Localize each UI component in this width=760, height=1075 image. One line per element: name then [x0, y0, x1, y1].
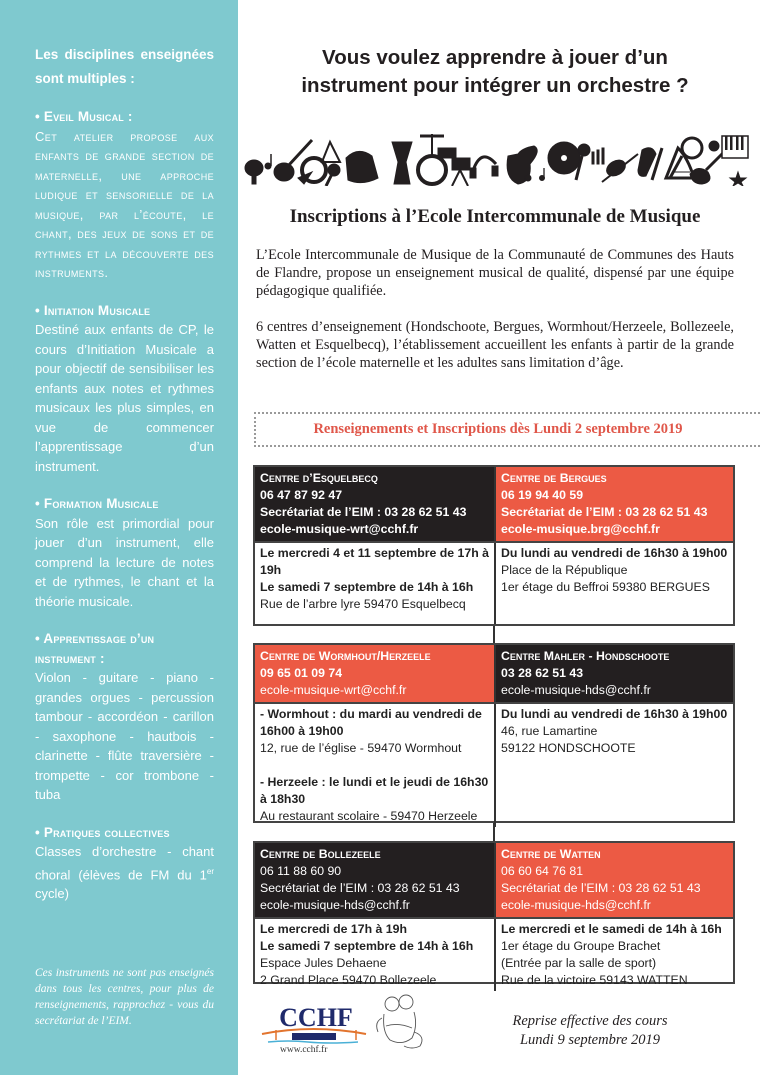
- center-phone: 06 19 94 40 59: [501, 488, 584, 502]
- discipline-heading: • Initiation Musicale: [35, 302, 151, 318]
- discipline-heading: • Eveil Musical :: [35, 109, 133, 124]
- section-title: Inscriptions à l’Ecole Intercommunale de Musique: [289, 206, 701, 227]
- centers-row-3: [253, 841, 735, 987]
- centers-header-row: [255, 645, 733, 702]
- center-address: Rue de la victoire 59143 WATTEN: [501, 973, 688, 987]
- discipline-formation-musicale: [35, 494, 214, 611]
- center-name: Centre de Watten: [501, 847, 601, 861]
- sidebar-title: Les disciplines enseignées sont multiples :: [35, 47, 214, 86]
- centers-body-row: [255, 702, 733, 827]
- center-schedule: Le mercredi 4 et 11 septembre de 17h à 19h: [260, 546, 489, 577]
- discipline-description: Violon - guitare - piano - grandes orgues - percussion tambour - accordéon - carillon - saxophone - hautbois - clarinette - flûte traversière - trompette - cor trombone - tuba: [35, 670, 214, 802]
- center-secretariat: Secrétariat de l’EIM : 03 28 62 51 43: [501, 881, 701, 895]
- center-email[interactable]: ecole-musique-hds@cchf.fr: [260, 898, 410, 912]
- center-address: Au restaurant scolaire - 59470 Herzeele: [260, 809, 478, 823]
- discipline-eveil-musical: [35, 107, 214, 283]
- discipline-pratiques-collectives: [35, 823, 214, 904]
- discipline-description: Cet atelier propose aux enfants de grande section de maternelle, une approche ludique et sensorielle de la musique, par l’écoute, le chant, des jeux de sons et de rythmes et la découverte des instruments.: [35, 128, 214, 280]
- sidebar-note: Ces instruments ne sont pas enseignés dans tous les centres, pour plus de renseignements, rapprochez - vous du secrétariat de l’EIM.: [35, 967, 214, 1027]
- centers-header-row: [255, 843, 733, 917]
- center-address: 1er étage du Beffroi 59380 BERGUES: [501, 580, 710, 594]
- spacer: [260, 757, 490, 774]
- center-phone: 09 65 01 09 74: [260, 666, 343, 680]
- center-name: Centre de Bergues: [501, 471, 607, 485]
- logo-text: CCHF: [279, 1003, 353, 1032]
- superscript: er: [206, 866, 214, 876]
- center-secretariat: Secrétariat de l’EIM : 03 28 62 51 43: [260, 505, 467, 519]
- intro-paragraph: L’Ecole Intercommunale de Musique de la Communauté de Communes des Hauts de Flandre, propose un enseignement musical de qualité, dispensé par une équipe pédagogique qualifiée.: [256, 247, 734, 299]
- center-email[interactable]: ecole-musique-wrt@cchf.fr: [260, 522, 419, 536]
- center-phone: 06 47 87 92 47: [260, 488, 343, 502]
- children-drawing-icon: [372, 992, 428, 1052]
- discipline-description: Destiné aux enfants de CP, le cours d’Initiation Musicale a pour objectif de sensibiliser les enfants aux notes et rythmes musicaux les plus simples, en vue de commencer l’apprentissage d’un instrument.: [35, 322, 214, 474]
- discipline-heading: • Pratiques collectives: [35, 824, 170, 840]
- logo-url[interactable]: www.cchf.fr: [280, 1045, 328, 1055]
- centres-paragraph: 6 centres d’enseignement (Hondschoote, Bergues, Wormhout/Herzeele, Bollezeele, Watten et Esquelbecq), l’établissement accueillent les enfants à partir de la grande section de l’école maternelle et les adultes sans limitation d’âge.: [256, 319, 734, 371]
- discipline-apprentissage-instrument: [35, 629, 214, 805]
- center-schedule: Du lundi au vendredi de 16h30 à 19h00: [501, 707, 728, 721]
- center-hondschoote-header: [494, 645, 733, 702]
- center-secretariat: Secrétariat de l’EIM : 03 28 62 51 43: [501, 505, 708, 519]
- center-schedule: Le mercredi et le samedi de 14h à 16h: [501, 922, 722, 936]
- page-headline: [262, 44, 728, 100]
- center-email[interactable]: ecole-musique-wrt@cchf.fr: [260, 683, 407, 697]
- discipline-heading: • Apprentissage d’un instrument :: [35, 631, 155, 666]
- center-bollezeele-header: [255, 843, 494, 917]
- discipline-initiation-musicale: [35, 301, 214, 477]
- sidebar: [0, 0, 238, 1075]
- description-text-end: cycle): [35, 886, 69, 902]
- center-address: Espace Jules Dehaene: [260, 956, 387, 970]
- center-phone: 03 28 62 51 43: [501, 666, 584, 680]
- headline-line-2: instrument pour intégrer un orchestre ?: [301, 74, 689, 97]
- center-address: 46, rue Lamartine: [501, 724, 598, 738]
- instruments-banner-icon: [242, 128, 750, 186]
- center-name: Centre de Bollezeele: [260, 847, 381, 861]
- center-name: Centre de Wormhout/Herzeele: [260, 649, 431, 663]
- center-email[interactable]: ecole-musique-hds@cchf.fr: [501, 683, 651, 697]
- center-hondschoote-details: [494, 704, 733, 827]
- centers-body-row: [255, 917, 733, 991]
- center-email[interactable]: ecole-musique-hds@cchf.fr: [501, 898, 651, 912]
- reprise-line-1: Reprise effective des cours: [512, 1013, 668, 1029]
- center-schedule: Le samedi 7 septembre de 14h à 16h: [260, 939, 474, 953]
- centers-body-row: [255, 541, 733, 624]
- center-address: Place de la République: [501, 563, 628, 577]
- center-schedule: Le mercredi de 17h à 19h: [260, 922, 407, 936]
- center-wormhout-header: [255, 645, 494, 702]
- center-address: 12, rue de l’église - 59470 Wormhout: [260, 741, 462, 755]
- center-bergues-details: [494, 543, 733, 624]
- center-esquelbecq-details: [255, 543, 494, 624]
- center-watten-header: [494, 843, 733, 917]
- registration-banner-text: Renseignements et Inscriptions dès Lundi 2 septembre 2019: [313, 421, 683, 437]
- center-secretariat: Secrétariat de l’EIM : 03 28 62 51 43: [260, 881, 460, 895]
- center-address: 1er étage du Groupe Brachet: [501, 939, 661, 953]
- center-address: 2 Grand Place 59470 Bollezeele: [260, 973, 437, 987]
- center-address: Rue de l’arbre lyre 59470 Esquelbecq: [260, 597, 466, 611]
- center-address: (Entrée par la salle de sport): [501, 956, 657, 970]
- headline-line-1: Vous voulez apprendre à jouer d’un: [322, 46, 668, 69]
- center-address: 59122 HONDSCHOOTE: [501, 741, 636, 755]
- centers-header-row: [255, 467, 733, 541]
- discipline-heading: • Formation Musicale: [35, 496, 159, 511]
- center-name: Centre d’Esquelbecq: [260, 471, 378, 485]
- discipline-description: [35, 842, 214, 904]
- center-schedule: Le samedi 7 septembre de 14h à 16h: [260, 580, 474, 594]
- centers-row-1: [253, 465, 735, 626]
- center-esquelbecq-header: [255, 467, 494, 541]
- center-bollezeele-details: [255, 919, 494, 991]
- reprise-notice: [480, 1012, 700, 1050]
- centers-row-2: [253, 643, 735, 823]
- center-phone: 06 60 64 76 81: [501, 864, 584, 878]
- discipline-description: Son rôle est primordial pour jouer d’un instrument, elle comprend la lecture de notes et de rythmes, le chant et la théorie musicale.: [35, 515, 214, 609]
- sidebar-content: [35, 43, 214, 904]
- center-schedule: - Herzeele : le lundi et le jeudi de 16h30 à 18h30: [260, 775, 489, 806]
- center-email[interactable]: ecole-musique.brg@cchf.fr: [501, 522, 660, 536]
- registration-banner: [254, 412, 760, 447]
- center-schedule: Du lundi au vendredi de 16h30 à 19h00: [501, 546, 728, 560]
- center-watten-details: [494, 919, 733, 991]
- description-text: Classes d’orchestre - chant choral (élèves de FM du 1: [35, 844, 214, 882]
- center-phone: 06 11 88 60 90: [260, 864, 342, 878]
- center-wormhout-details: [255, 704, 494, 827]
- center-bergues-header: [494, 467, 733, 541]
- center-name: Centre Mahler - Hondschoote: [501, 649, 670, 663]
- center-schedule: - Wormhout : du mardi au vendredi de 16h00 à 19h00: [260, 707, 482, 738]
- reprise-line-2: Lundi 9 septembre 2019: [519, 1032, 661, 1048]
